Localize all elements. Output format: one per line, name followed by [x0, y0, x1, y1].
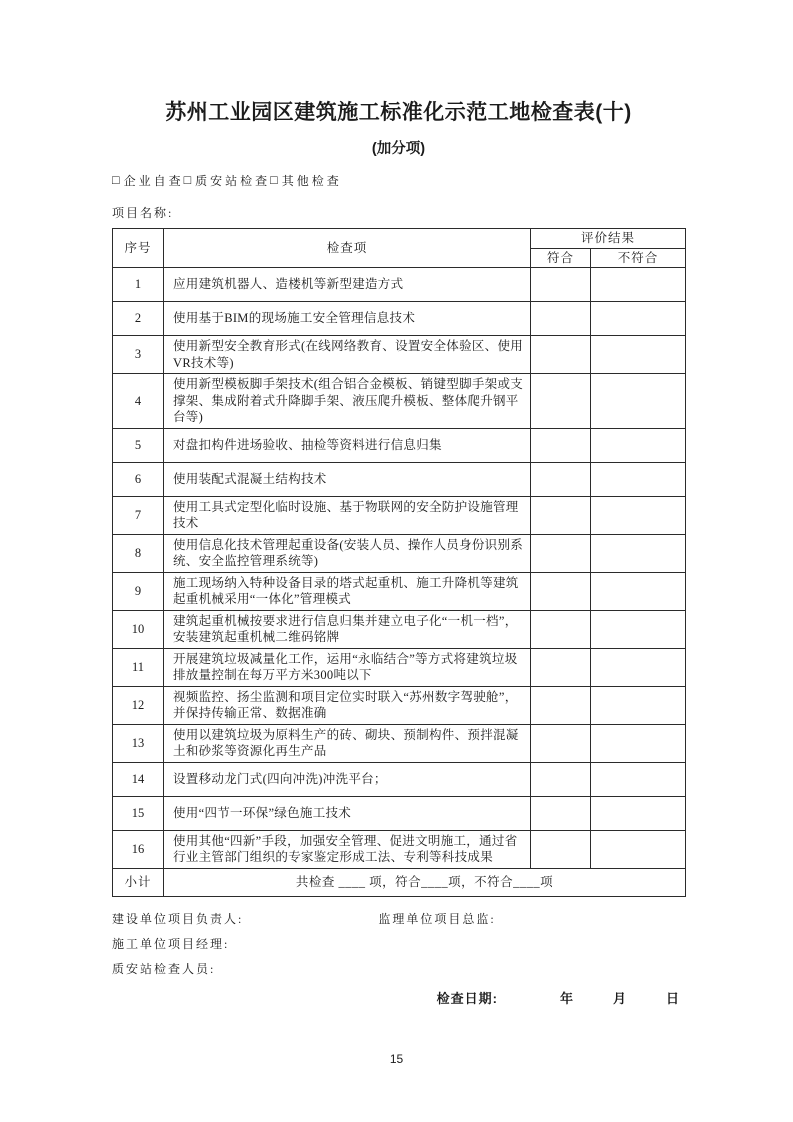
subtotal-row — [113, 868, 686, 896]
date-year-label: 年 — [559, 990, 573, 1006]
fail-cell[interactable] — [591, 374, 686, 429]
page-subtitle: (加分项) — [371, 141, 426, 157]
table-row — [113, 374, 686, 429]
pass-cell[interactable] — [531, 336, 591, 374]
row-item: 应用建筑机器人、造楼机等新型建造方式 — [164, 268, 531, 302]
row-seq: 8 — [113, 534, 164, 572]
fail-cell[interactable] — [591, 428, 686, 462]
header-pass: 符合 — [531, 248, 591, 268]
contractor-signature-label: 施工单位项目经理: — [112, 936, 230, 951]
pass-cell[interactable] — [531, 610, 591, 648]
table-row — [113, 302, 686, 336]
row-seq: 3 — [113, 336, 164, 374]
pass-cell[interactable] — [531, 796, 591, 830]
fail-cell[interactable] — [591, 462, 686, 496]
row-seq: 10 — [113, 610, 164, 648]
row-item: 使用装配式混凝土结构技术 — [164, 462, 531, 496]
pass-cell[interactable] — [531, 830, 591, 868]
row-seq: 6 — [113, 462, 164, 496]
subtotal-label: 小计 — [113, 868, 164, 896]
fail-cell[interactable] — [591, 572, 686, 610]
table-row — [113, 268, 686, 302]
table-row — [113, 462, 686, 496]
signature-row-3 — [112, 957, 685, 982]
row-item: 建筑起重机械按要求进行信息归集并建立电子化“一机一档”，安装建筑起重机械二维码铭牌 — [164, 610, 531, 648]
inspection-table — [112, 228, 686, 897]
pass-cell[interactable] — [531, 724, 591, 762]
header-item: 检查项 — [164, 229, 531, 268]
table-row — [113, 336, 686, 374]
check-type-other[interactable] — [270, 172, 342, 189]
pass-cell[interactable] — [531, 534, 591, 572]
row-item: 施工现场纳入特种设备目录的塔式起重机、施工升降机等建筑起重机械采用“一体化”管理模式 — [164, 572, 531, 610]
inspection-date-label: 检查日期: — [436, 990, 498, 1006]
subtotal-text: 共检查 ____ 项，符合____项，不符合____项 — [164, 868, 686, 896]
pass-cell[interactable] — [531, 762, 591, 796]
pass-cell[interactable] — [531, 302, 591, 336]
date-month-label: 月 — [612, 990, 626, 1006]
pass-cell[interactable] — [531, 374, 591, 429]
row-seq: 15 — [113, 796, 164, 830]
signature-block — [112, 907, 685, 1010]
checkbox-icon[interactable]: □ — [112, 173, 123, 187]
table-row — [113, 428, 686, 462]
page-title: 苏州工业园区建筑施工标准化示范工地检查表(十) — [165, 101, 632, 124]
pass-cell[interactable] — [531, 648, 591, 686]
table-header-row-1 — [113, 229, 686, 249]
fail-cell[interactable] — [591, 336, 686, 374]
inspector-signature-label: 质安站检查人员: — [112, 961, 216, 976]
project-name-line — [112, 204, 685, 221]
row-seq: 7 — [113, 496, 164, 534]
fail-cell[interactable] — [591, 648, 686, 686]
checkbox-icon[interactable]: □ — [183, 173, 195, 187]
check-type-station[interactable] — [184, 172, 271, 189]
fail-cell[interactable] — [591, 724, 686, 762]
row-item: 开展建筑垃圾减量化工作，运用“永临结合”等方式将建筑垃圾排放量控制在每万平方米300吨以下 — [164, 648, 531, 686]
inspection-date-line — [112, 988, 685, 1010]
supervisor-signature-label: 监理单位项目总监: — [378, 911, 496, 926]
builder-signature-label: 建设单位项目负责人: — [112, 911, 244, 926]
signature-row-2 — [112, 932, 685, 957]
row-item: 使用工具式定型化临时设施、基于物联网的安全防护设施管理技术 — [164, 496, 531, 534]
row-seq: 1 — [113, 268, 164, 302]
table-row — [113, 686, 686, 724]
fail-cell[interactable] — [591, 302, 686, 336]
fail-cell[interactable] — [591, 686, 686, 724]
table-row — [113, 762, 686, 796]
row-seq: 13 — [113, 724, 164, 762]
fail-cell[interactable] — [591, 496, 686, 534]
header-result-group: 评价结果 — [531, 229, 686, 249]
header-seq: 序号 — [113, 229, 164, 268]
row-seq: 11 — [113, 648, 164, 686]
check-type-options — [112, 172, 685, 189]
check-type-label: 其他检查 — [281, 174, 342, 188]
check-type-enterprise[interactable] — [112, 172, 184, 189]
check-type-label: 质安站检查 — [195, 174, 271, 188]
fail-cell[interactable] — [591, 534, 686, 572]
pass-cell[interactable] — [531, 686, 591, 724]
document-content — [112, 0, 685, 1010]
pass-cell[interactable] — [531, 462, 591, 496]
row-item: 使用新型安全教育形式(在线网络教育、设置安全体验区、使用VR技术等) — [164, 336, 531, 374]
row-item: 视频监控、扬尘监测和项目定位实时联入“苏州数字驾驶舱”，并保持传输正常、数据准确 — [164, 686, 531, 724]
fail-cell[interactable] — [591, 268, 686, 302]
fail-cell[interactable] — [591, 610, 686, 648]
table-row — [113, 496, 686, 534]
row-item: 使用以建筑垃圾为原料生产的砖、砌块、预制构件、预拌混凝土和砂浆等资源化再生产品 — [164, 724, 531, 762]
pass-cell[interactable] — [531, 428, 591, 462]
date-day-label: 日 — [665, 990, 679, 1006]
header-fail: 不符合 — [591, 248, 686, 268]
row-seq: 5 — [113, 428, 164, 462]
project-name-label: 项目名称: — [112, 206, 174, 220]
table-row — [113, 724, 686, 762]
row-item: 使用信息化技术管理起重设备(安装人员、操作人员身份识别系统、安全监控管理系统等) — [164, 534, 531, 572]
table-row — [113, 534, 686, 572]
table-row — [113, 830, 686, 868]
fail-cell[interactable] — [591, 830, 686, 868]
row-seq: 2 — [113, 302, 164, 336]
page-number: 15 — [389, 1052, 404, 1066]
table-row — [113, 572, 686, 610]
row-seq: 9 — [113, 572, 164, 610]
signature-row-1 — [112, 907, 685, 932]
table-row — [113, 648, 686, 686]
row-item: 使用新型模板脚手架技术(组合铝合金模板、销键型脚手架或支撑架、集成附着式升降脚手架、液压爬升模板、整体爬升钢平台等) — [164, 374, 531, 429]
row-item: 对盘扣构件进场验收、抽检等资料进行信息归集 — [164, 428, 531, 462]
table-row — [113, 610, 686, 648]
fail-cell[interactable] — [591, 796, 686, 830]
row-item: 使用“四节一环保”绿色施工技术 — [164, 796, 531, 830]
pass-cell[interactable] — [531, 268, 591, 302]
pass-cell[interactable] — [531, 572, 591, 610]
row-seq: 14 — [113, 762, 164, 796]
row-item: 使用其他“四新”手段，加强安全管理、促进文明施工，通过省行业主管部门组织的专家鉴定形成工法、专利等科技成果 — [164, 830, 531, 868]
row-item: 设置移动龙门式(四向冲洗)冲洗平台； — [164, 762, 531, 796]
checkbox-icon[interactable]: □ — [270, 173, 281, 187]
row-seq: 16 — [113, 830, 164, 868]
fail-cell[interactable] — [591, 762, 686, 796]
check-type-label: 企业自查 — [123, 174, 184, 188]
row-seq: 4 — [113, 374, 164, 429]
table-row — [113, 796, 686, 830]
row-seq: 12 — [113, 686, 164, 724]
row-item: 使用基于BIM的现场施工安全管理信息技术 — [164, 302, 531, 336]
pass-cell[interactable] — [531, 496, 591, 534]
